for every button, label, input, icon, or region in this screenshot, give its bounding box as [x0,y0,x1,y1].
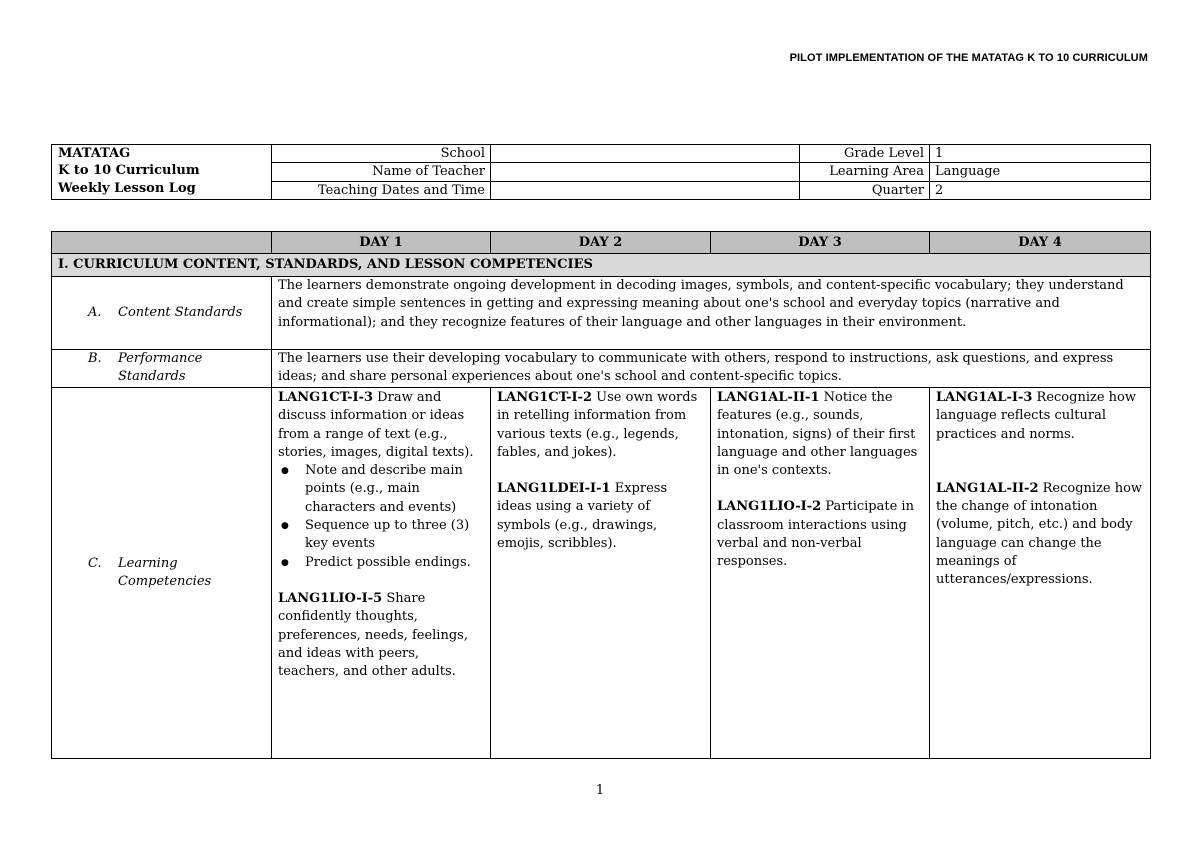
competency-code: LANG1AL-II-2 [936,480,1039,496]
dates-label: Teaching Dates and Time [272,181,491,199]
competency-code: LANG1LDEI-I-1 [497,481,611,497]
performance-standards-title: Performance Standards [118,351,203,385]
day-1-competency-2 [278,590,484,681]
content-standards-letter: A. [88,304,102,320]
lesson-log-table [51,231,1151,759]
competency-text: Express ideas using a variety of symbols (e.g., drawings, emojis, scribbles). [497,481,668,552]
day-4-competency-2 [936,480,1144,590]
competency-code: LANG1CT-I-3 [278,390,374,405]
competency-code: LANG1CT-I-2 [497,390,593,405]
header-table [51,144,1151,200]
competency-text: Use own words in retelling information from various texts (e.g., legends, fables, and jokes). [497,390,698,460]
competency-text: Participate in classroom interactions using verbal and non-verbal responses. [717,499,914,570]
day-4-competency-1 [936,389,1144,444]
list-item: ● Note and describe main points (e.g., main characters and events) [305,462,484,517]
competency-text: Recognize how language reflects cultural practices and norms. [936,390,1136,442]
day-1-competency-1 [278,389,484,462]
competency-text: Notice the features (e.g., sounds, intonation, signs) of their first language and other languages in one's contexts. [717,390,918,479]
content-standards-label [52,277,272,350]
performance-standards-label [52,350,272,388]
day-3-competency-1 [717,389,923,480]
day-3-header: DAY 3 [711,232,930,254]
competency-code: LANG1AL-I-3 [936,390,1033,405]
competency-code: LANG1AL-II-1 [717,390,820,405]
day-3-competencies [711,388,930,759]
log-title [52,145,272,200]
running-head: PILOT IMPLEMENTATION OF THE MATATAG K TO 10 CURRICULUM [789,52,1148,64]
grade-level-field[interactable]: 1 [930,145,1151,163]
competency-code: LANG1LIO-I-5 [278,590,383,606]
day-2-competency-2 [497,480,704,553]
day-2-competency-1 [497,389,704,462]
content-standards-text: The learners demonstrate ongoing development in decoding images, symbols, and content-specific vocabulary; they understand and create simple sentences in getting and expressing meaning about one's school and everyday topics (narrative and informational); and they recognize features of their language and other languages in their environment. [272,277,1151,350]
title-line-3: Weekly Lesson Log [58,180,196,196]
learning-competencies-title: Learning Competencies [118,555,212,589]
day-2-header: DAY 2 [491,232,711,254]
title-line-1: MATATAG [58,146,131,161]
learning-competencies-letter: C. [88,555,102,571]
quarter-label: Quarter [800,181,930,199]
teacher-field[interactable] [491,163,800,181]
day-4-header: DAY 4 [930,232,1151,254]
learning-area-label: Learning Area [800,163,930,181]
list-item: ● Predict possible endings. [305,554,484,572]
title-line-2: K to 10 Curriculum [58,163,200,179]
performance-standards-text: The learners use their developing vocabulary to communicate with others, respond to instructions, ask questions, and express ideas; and share personal experiences about one's school and content-specific topics. [272,350,1151,388]
day-3-competency-2 [717,498,923,571]
school-label: School [272,145,491,163]
competency-code: LANG1LIO-I-2 [717,499,822,515]
competency-text: Recognize how the change of intonation (volume, pitch, etc.) and body language can change the meanings of utterances/expressions. [936,480,1143,588]
teacher-label: Name of Teacher [272,163,491,181]
performance-standards-letter: B. [88,351,102,366]
learning-competencies-label [52,388,272,759]
section-title: I. CURRICULUM CONTENT, STANDARDS, AND LESSON COMPETENCIES [52,254,1151,277]
learning-area-field[interactable]: Language [930,163,1151,181]
list-item: ● Sequence up to three (3) key events [305,517,484,554]
day-1-header: DAY 1 [272,232,491,254]
content-standards-title: Content Standards [118,304,243,320]
quarter-field[interactable]: 2 [930,181,1151,199]
page-number: 1 [595,783,605,798]
day-4-competencies [930,388,1151,759]
day-1-bullet-list [278,462,484,572]
competency-text: Share confidently thoughts, preferences, needs, feelings, and ideas with peers, teachers, and other adults. [278,590,468,680]
competency-text: Draw and discuss information or ideas from a range of text (e.g., stories, images, digital texts). [278,390,474,460]
school-field[interactable] [491,145,800,163]
dates-field[interactable] [491,181,800,199]
corner-cell [52,232,272,254]
grade-level-label: Grade Level [800,145,930,163]
day-2-competencies [491,388,711,759]
day-1-competencies [272,388,491,759]
